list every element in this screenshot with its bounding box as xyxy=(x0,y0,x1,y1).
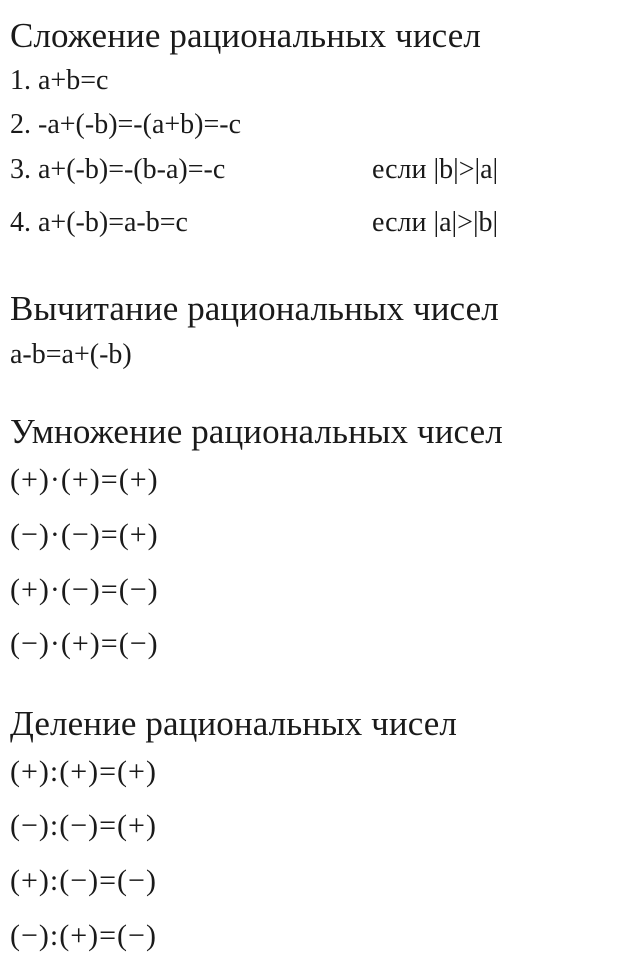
multiplication-rule-4: (−)·(+)=(−) xyxy=(10,627,159,660)
addition-rule-2 xyxy=(10,108,241,142)
subtraction-title: Вычитание рациональных чисел xyxy=(10,289,499,328)
addition-rule-3 xyxy=(10,153,610,187)
addition-rule-1-formula: 1. a+b=c xyxy=(10,65,109,96)
addition-rule-4 xyxy=(10,206,610,240)
multiplication-rule-3: (+)·(−)=(−) xyxy=(10,573,159,606)
division-rule-1: (+):(+)=(+) xyxy=(10,755,157,788)
subtraction-rule: a-b=a+(-b) xyxy=(10,339,132,370)
division-rule-4: (−):(+)=(−) xyxy=(10,919,157,952)
addition-rule-3-formula: 3. a+(-b)=-(b-a)=-c xyxy=(10,154,226,185)
addition-rule-1 xyxy=(10,64,108,98)
addition-rule-3-condition: если |b|>|a| xyxy=(372,154,499,185)
division-rule-3: (+):(−)=(−) xyxy=(10,864,157,897)
addition-title: Сложение рациональных чисел xyxy=(10,16,481,55)
multiplication-rule-2: (−)·(−)=(+) xyxy=(10,518,159,551)
multiplication-rule-1: (+)·(+)=(+) xyxy=(10,463,159,496)
division-title: Деление рациональных чисел xyxy=(10,704,457,743)
addition-rule-2-formula: 2. -a+(-b)=-(a+b)=-c xyxy=(10,109,242,140)
addition-rule-4-condition: если |a|>|b| xyxy=(372,207,499,238)
multiplication-title: Умножение рациональных чисел xyxy=(10,412,503,451)
division-rule-2: (−):(−)=(+) xyxy=(10,809,157,842)
addition-rule-4-formula: 4. a+(-b)=a-b=c xyxy=(10,207,188,238)
